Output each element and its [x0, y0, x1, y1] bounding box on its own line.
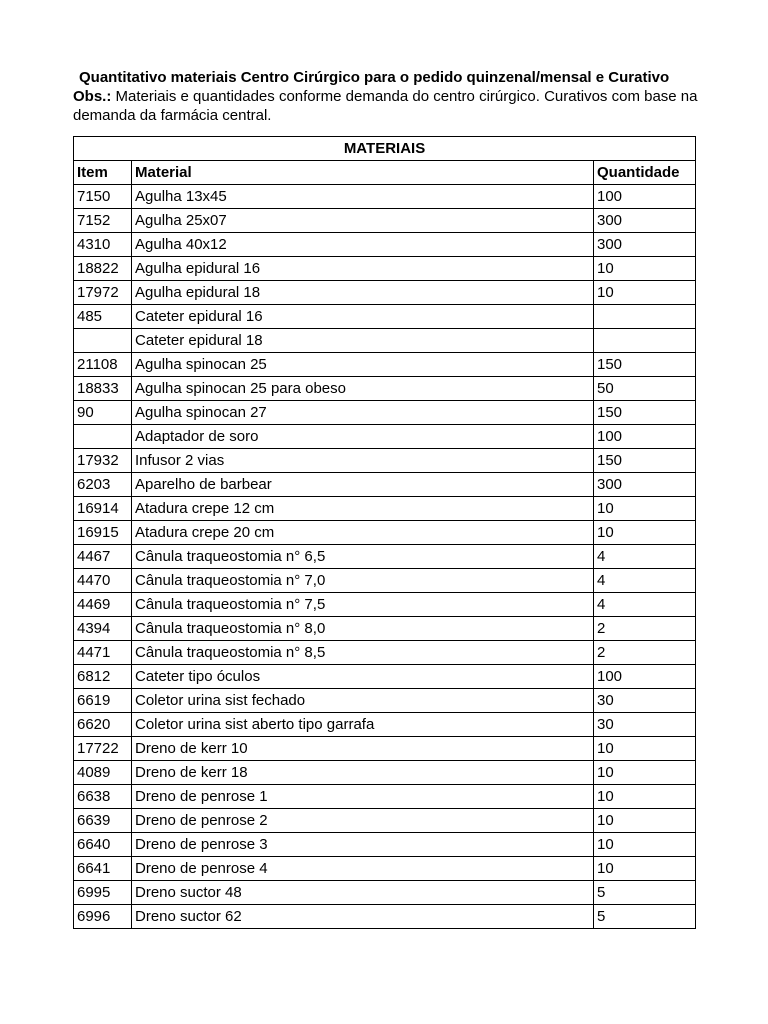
table-row: [74, 449, 696, 473]
table-row: [74, 881, 696, 905]
cell-quantity: [594, 329, 696, 353]
document-title: Quantitativo materiais Centro Cirúrgico para o pedido quinzenal/mensal e Curativo: [79, 69, 670, 86]
cell-material: Dreno de penrose 1: [132, 785, 594, 809]
cell-item: 4310: [74, 233, 132, 257]
cell-quantity: 30: [594, 689, 696, 713]
document-heading: [73, 68, 713, 125]
table-row: [74, 401, 696, 425]
cell-quantity: 4: [594, 593, 696, 617]
table-caption: MATERIAIS: [74, 137, 696, 161]
cell-material: Coletor urina sist fechado: [132, 689, 594, 713]
cell-material: Atadura crepe 12 cm: [132, 497, 594, 521]
table-row: [74, 569, 696, 593]
cell-material: Agulha 25x07: [132, 209, 594, 233]
table-row: [74, 473, 696, 497]
cell-item: 4089: [74, 761, 132, 785]
cell-material: Agulha spinocan 25: [132, 353, 594, 377]
table-row: [74, 497, 696, 521]
table-row: [74, 641, 696, 665]
cell-item: [74, 329, 132, 353]
observation-text: Materiais e quantidades conforme demanda do centro cirúrgico. Curativos com base na demanda da farmácia central.: [73, 88, 698, 124]
cell-item: 6995: [74, 881, 132, 905]
cell-quantity: 150: [594, 401, 696, 425]
table-row: [74, 761, 696, 785]
cell-material: Aparelho de barbear: [132, 473, 594, 497]
table-row: [74, 281, 696, 305]
cell-item: 21108: [74, 353, 132, 377]
cell-material: Coletor urina sist aberto tipo garrafa: [132, 713, 594, 737]
cell-quantity: 4: [594, 569, 696, 593]
cell-item: 6638: [74, 785, 132, 809]
cell-item: 6639: [74, 809, 132, 833]
cell-item: 7150: [74, 185, 132, 209]
cell-item: 485: [74, 305, 132, 329]
cell-item: 6812: [74, 665, 132, 689]
cell-quantity: 10: [594, 737, 696, 761]
cell-quantity: 10: [594, 521, 696, 545]
observation-note: [73, 87, 713, 125]
cell-material: Cateter epidural 16: [132, 305, 594, 329]
cell-item: 6203: [74, 473, 132, 497]
cell-quantity: 10: [594, 857, 696, 881]
cell-quantity: 300: [594, 209, 696, 233]
table-row: [74, 257, 696, 281]
cell-material: Dreno de kerr 10: [132, 737, 594, 761]
cell-material: Dreno de kerr 18: [132, 761, 594, 785]
cell-quantity: 300: [594, 233, 696, 257]
cell-quantity: 100: [594, 425, 696, 449]
cell-quantity: 50: [594, 377, 696, 401]
column-header-item: Item: [74, 161, 132, 185]
cell-quantity: 100: [594, 665, 696, 689]
cell-material: Cateter tipo óculos: [132, 665, 594, 689]
cell-material: Adaptador de soro: [132, 425, 594, 449]
cell-item: 16915: [74, 521, 132, 545]
cell-quantity: 30: [594, 713, 696, 737]
column-header-quantity: Quantidade: [594, 161, 696, 185]
cell-material: Infusor 2 vias: [132, 449, 594, 473]
table-row: [74, 209, 696, 233]
cell-quantity: 10: [594, 833, 696, 857]
cell-item: 16914: [74, 497, 132, 521]
cell-material: Dreno de penrose 4: [132, 857, 594, 881]
table-row: [74, 593, 696, 617]
cell-quantity: 5: [594, 881, 696, 905]
cell-quantity: 2: [594, 617, 696, 641]
cell-item: 4467: [74, 545, 132, 569]
cell-quantity: 5: [594, 905, 696, 929]
table-row: [74, 905, 696, 929]
cell-item: 7152: [74, 209, 132, 233]
cell-quantity: 2: [594, 641, 696, 665]
cell-item: 4469: [74, 593, 132, 617]
cell-material: Cânula traqueostomia n° 8,0: [132, 617, 594, 641]
table-row: [74, 785, 696, 809]
cell-item: 4470: [74, 569, 132, 593]
table-row: [74, 665, 696, 689]
cell-item: 6640: [74, 833, 132, 857]
cell-material: Agulha spinocan 25 para obeso: [132, 377, 594, 401]
cell-quantity: 100: [594, 185, 696, 209]
table-row: [74, 185, 696, 209]
cell-item: 90: [74, 401, 132, 425]
table-row: [74, 617, 696, 641]
cell-item: 6996: [74, 905, 132, 929]
cell-quantity: 10: [594, 257, 696, 281]
cell-material: Dreno suctor 62: [132, 905, 594, 929]
table-row: [74, 737, 696, 761]
materials-table: [73, 136, 696, 929]
cell-material: Agulha 40x12: [132, 233, 594, 257]
table-row: [74, 689, 696, 713]
table-row: [74, 305, 696, 329]
cell-material: Agulha spinocan 27: [132, 401, 594, 425]
table-row: [74, 329, 696, 353]
cell-material: Dreno suctor 48: [132, 881, 594, 905]
cell-item: 4471: [74, 641, 132, 665]
cell-material: Cânula traqueostomia n° 7,5: [132, 593, 594, 617]
cell-quantity: [594, 305, 696, 329]
cell-item: 6619: [74, 689, 132, 713]
cell-material: Cateter epidural 18: [132, 329, 594, 353]
cell-item: 6620: [74, 713, 132, 737]
cell-item: [74, 425, 132, 449]
table-row: [74, 425, 696, 449]
table-row: [74, 353, 696, 377]
cell-quantity: 300: [594, 473, 696, 497]
cell-item: 18833: [74, 377, 132, 401]
table-caption-row: [74, 137, 696, 161]
cell-quantity: 10: [594, 809, 696, 833]
cell-material: Cânula traqueostomia n° 7,0: [132, 569, 594, 593]
cell-material: Dreno de penrose 3: [132, 833, 594, 857]
cell-material: Agulha epidural 18: [132, 281, 594, 305]
cell-quantity: 10: [594, 281, 696, 305]
cell-item: 18822: [74, 257, 132, 281]
table-row: [74, 233, 696, 257]
table-row: [74, 545, 696, 569]
table-row: [74, 833, 696, 857]
cell-quantity: 150: [594, 449, 696, 473]
table-row: [74, 713, 696, 737]
cell-item: 17972: [74, 281, 132, 305]
table-body: [74, 185, 696, 929]
cell-item: 6641: [74, 857, 132, 881]
cell-item: 17722: [74, 737, 132, 761]
table-row: [74, 857, 696, 881]
cell-item: 4394: [74, 617, 132, 641]
cell-material: Agulha epidural 16: [132, 257, 594, 281]
cell-quantity: 10: [594, 497, 696, 521]
cell-material: Cânula traqueostomia n° 8,5: [132, 641, 594, 665]
cell-quantity: 4: [594, 545, 696, 569]
cell-item: 17932: [74, 449, 132, 473]
table-row: [74, 377, 696, 401]
cell-quantity: 10: [594, 785, 696, 809]
table-header-row: [74, 161, 696, 185]
observation-label: Obs.:: [73, 88, 112, 105]
cell-quantity: 150: [594, 353, 696, 377]
cell-material: Atadura crepe 20 cm: [132, 521, 594, 545]
cell-quantity: 10: [594, 761, 696, 785]
column-header-material: Material: [132, 161, 594, 185]
cell-material: Agulha 13x45: [132, 185, 594, 209]
table-row: [74, 809, 696, 833]
cell-material: Dreno de penrose 2: [132, 809, 594, 833]
cell-material: Cânula traqueostomia n° 6,5: [132, 545, 594, 569]
table-row: [74, 521, 696, 545]
